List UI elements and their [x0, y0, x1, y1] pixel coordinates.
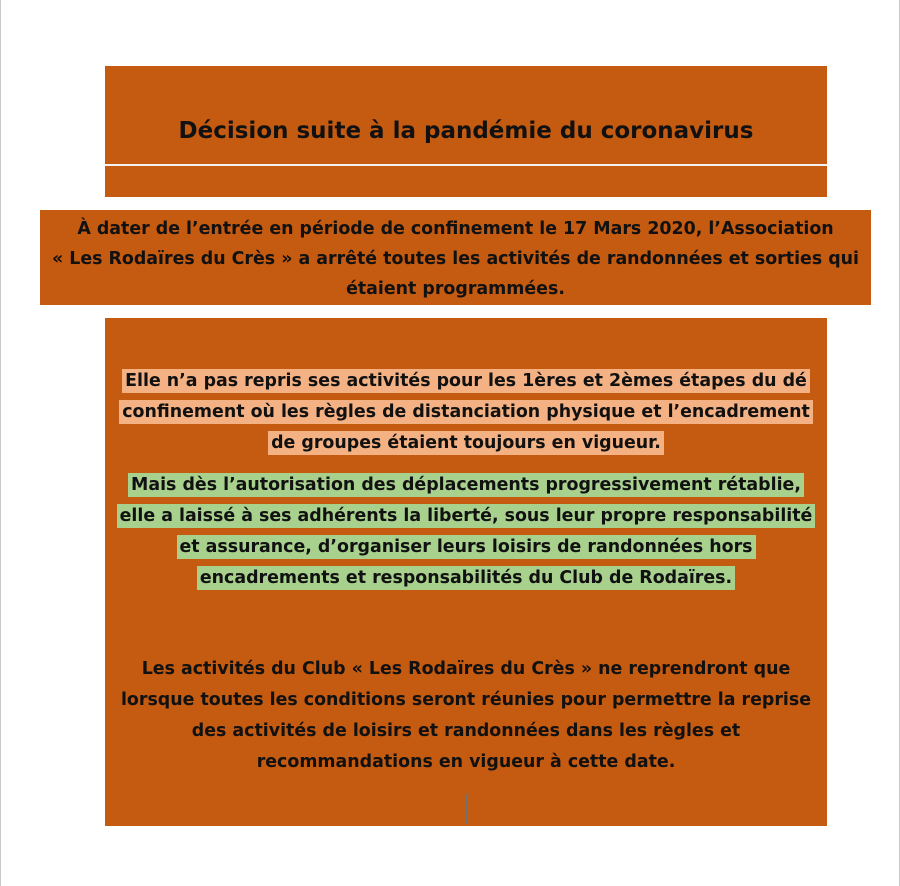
intro-line: « Les Rodaïres du Crès » a arrêté toutes les activités de randonnées et sorties qui — [51, 249, 860, 269]
highlighted-text: Elle n’a pas repris ses activités pour les 1ères et 2èmes étapes du dé — [122, 369, 810, 393]
intro-line: À dater de l’entrée en période de confinement le 17 Mars 2020, l’Association — [77, 219, 834, 239]
paragraph-not-resumed — [105, 366, 827, 459]
paragraph-line: des activités de loisirs et randonnées dans les règles et — [191, 721, 741, 741]
title-divider — [105, 164, 827, 166]
paragraph-line: lorsque toutes les conditions seront réunies pour permettre la reprise — [120, 690, 812, 710]
paragraph-line — [105, 470, 827, 501]
highlighted-text: elle a laissé à ses adhérents la liberté, sous leur propre responsabilité — [117, 504, 816, 528]
intro-box — [40, 210, 871, 305]
highlighted-text: Mais dès l’autorisation des déplacements progressivement rétablie, — [128, 473, 804, 497]
highlighted-text: encadrements et responsabilités du Club de Rodaïres. — [197, 566, 735, 590]
paragraph-line — [105, 428, 827, 459]
text-cursor[interactable] — [466, 794, 467, 824]
paragraph-resumption-conditions — [105, 654, 827, 778]
highlighted-text: confinement où les règles de distanciation physique et l’encadrement — [119, 400, 813, 424]
main-text-box — [105, 318, 827, 826]
title-box — [105, 66, 827, 197]
paragraph-line — [105, 366, 827, 397]
paragraph-line: Les activités du Club « Les Rodaïres du Crès » ne reprendront que — [141, 659, 791, 679]
highlighted-text: de groupes étaient toujours en vigueur. — [268, 431, 664, 455]
paragraph-line: recommandations en vigueur à cette date. — [256, 752, 676, 772]
intro-line: étaient programmées. — [346, 279, 565, 299]
paragraph-line — [105, 501, 827, 532]
page-title: Décision suite à la pandémie du coronavirus — [178, 118, 754, 144]
paragraph-line — [105, 397, 827, 428]
paragraph-line — [105, 532, 827, 563]
page-left-edge — [0, 0, 1, 886]
highlighted-text: et assurance, d’organiser leurs loisirs de randonnées hors — [177, 535, 756, 559]
paragraph-members-freedom — [105, 470, 827, 594]
paragraph-line — [105, 563, 827, 594]
